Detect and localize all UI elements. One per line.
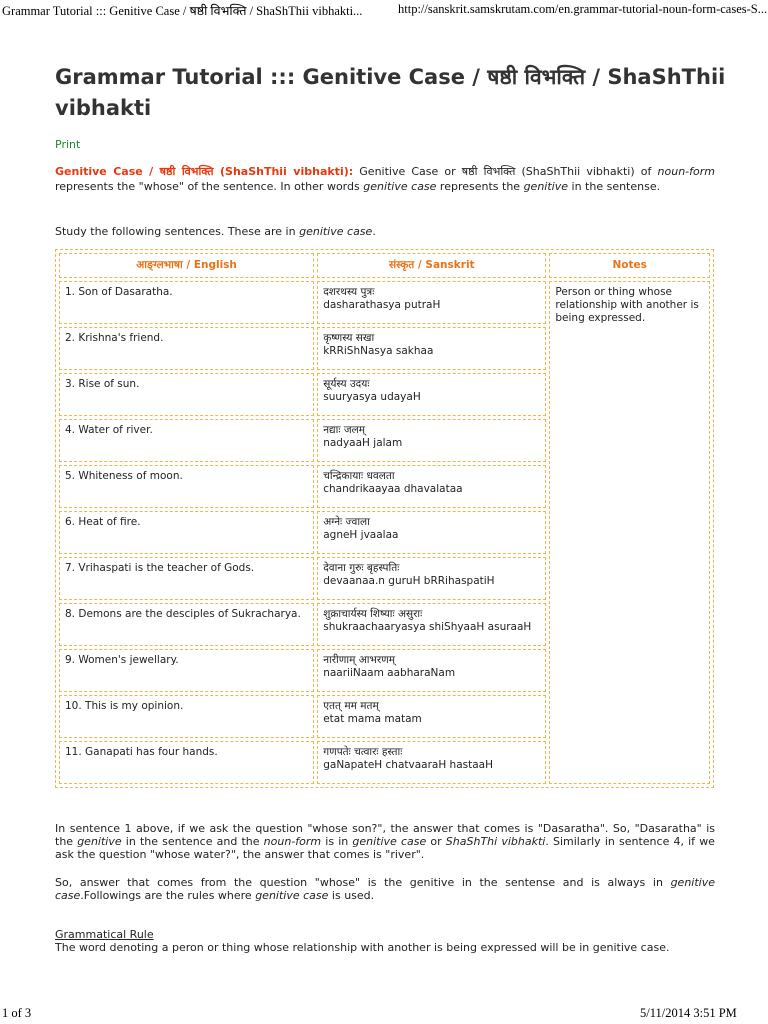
page-title: Grammar Tutorial ::: Genitive Case / षष्ठी विभक्ति / ShaShThii vibhakti xyxy=(55,65,726,120)
sanskrit-devanagari: देवाना गुरुः बृहस्पतिः xyxy=(323,562,400,574)
sanskrit-transliteration: naariiNaam aabharaNam xyxy=(323,667,456,679)
header-english: आङ्ग्लभाषा / English xyxy=(59,253,314,278)
intro-italic-1: noun-form xyxy=(657,165,715,178)
intro-text-2: represents the "whose" of the sentence. In other words xyxy=(55,180,364,193)
cell-english: 4. Water of river. xyxy=(59,419,314,462)
para1-italic-1: genitive xyxy=(77,835,122,848)
cell-english: 3. Rise of sun. xyxy=(59,373,314,416)
sanskrit-transliteration: shukraachaaryasya shiShyaaH asuraaH xyxy=(323,621,532,633)
para1-text-4: or xyxy=(426,835,446,848)
sanskrit-transliteration: gaNapateH chatvaaraH hastaaH xyxy=(323,759,494,771)
para1-text-3: is in xyxy=(321,835,353,848)
para1-italic-4: ShaShThi vibhakti xyxy=(445,835,546,848)
print-link[interactable]: Print xyxy=(55,138,81,151)
page-number: 1 of 3 xyxy=(2,1006,32,1020)
sanskrit-transliteration: kRRiShNasya sakhaa xyxy=(323,345,434,357)
cell-sanskrit xyxy=(317,557,546,600)
study-italic: genitive case xyxy=(299,225,373,238)
intro-italic-2: genitive case xyxy=(363,180,437,193)
cell-english: 7. Vrihaspati is the teacher of Gods. xyxy=(59,557,314,600)
sanskrit-devanagari: नद्याः जलम् xyxy=(323,424,366,436)
cell-sanskrit xyxy=(317,511,546,554)
sanskrit-transliteration: chandrikaayaa dhavalataa xyxy=(323,483,463,495)
print-header xyxy=(0,0,768,22)
para1-italic-2: noun-form xyxy=(263,835,322,848)
cell-sanskrit xyxy=(317,695,546,738)
cell-sanskrit xyxy=(317,281,546,324)
sanskrit-transliteration: agneH jvaalaa xyxy=(323,529,399,541)
cell-sanskrit xyxy=(317,741,546,784)
explanation-paragraph-1 xyxy=(55,822,715,861)
print-header-url: http://sanskrit.samskrutam.com/en.grammar-tutorial-noun-form-cases-S... xyxy=(398,2,768,16)
cell-english: 1. Son of Dasaratha. xyxy=(59,281,314,324)
intro-text-3: represents the xyxy=(436,180,524,193)
intro-paragraph xyxy=(55,164,715,194)
study-text-2: . xyxy=(372,225,376,238)
sanskrit-devanagari: सूर्यस्य उदयः xyxy=(323,378,370,390)
para1-text-5: . Similarly in sentence 4, if we ask the question "whose water?", the answer that comes is "river". xyxy=(55,835,715,861)
para2-text-2: .Followings are the rules where xyxy=(80,889,256,902)
sanskrit-transliteration: nadyaaH jalam xyxy=(323,437,403,449)
table-body xyxy=(59,281,710,784)
para2-italic-2: genitive case xyxy=(255,889,329,902)
sanskrit-devanagari: गणपतेः चत्वारः हस्ताः xyxy=(323,746,403,758)
cell-english: 6. Heat of fire. xyxy=(59,511,314,554)
cell-sanskrit xyxy=(317,419,546,462)
sanskrit-devanagari: एतत् मम मतम् xyxy=(323,700,379,712)
grammatical-rule-text: The word denoting a peron or thing whose relationship with another is being expressed will be in genitive case. xyxy=(55,941,670,954)
explanation-paragraph-2 xyxy=(55,876,715,902)
cell-english: 10. This is my opinion. xyxy=(59,695,314,738)
intro-highlight: Genitive Case / षष्ठी विभक्ति (ShaShThii vibhakti): xyxy=(55,165,354,178)
sanskrit-transliteration: dasharathasya putraH xyxy=(323,299,441,311)
header-sanskrit: संस्कृत / Sanskrit xyxy=(317,253,546,278)
para1-italic-3: genitive case xyxy=(352,835,427,848)
cell-notes: Person or thing whose relationship with another is being expressed. xyxy=(549,281,710,784)
para2-italic-1: genitive case xyxy=(55,876,715,902)
study-text-1: Study the following sentences. These are in xyxy=(55,225,300,238)
print-timestamp: 5/11/2014 3:51 PM xyxy=(640,1006,737,1020)
para2-text-3: is used. xyxy=(328,889,375,902)
cell-sanskrit xyxy=(317,327,546,370)
header-notes: Notes xyxy=(549,253,710,278)
cell-english: 9. Women's jewellary. xyxy=(59,649,314,692)
sanskrit-transliteration: etat mama matam xyxy=(323,713,422,725)
sanskrit-transliteration: devaanaa.n guruH bRRihaspatiH xyxy=(323,575,495,587)
para1-text-1: In sentence 1 above, if we ask the question "whose son?", the answer that comes is "Dasaratha". So, "Dasaratha" is the xyxy=(55,822,715,848)
intro-text-1: Genitive Case or षष्ठी विभक्ति (ShaShThii vibhakti) of xyxy=(353,165,658,178)
table-row xyxy=(59,281,710,324)
sanskrit-devanagari: चन्द्रिकायाः धवलता xyxy=(323,470,395,482)
cell-sanskrit xyxy=(317,603,546,646)
cell-english: 2. Krishna's friend. xyxy=(59,327,314,370)
sanskrit-devanagari: अग्नेः ज्वाला xyxy=(323,516,370,528)
sanskrit-devanagari: शुक्राचार्यस्य शिष्याः असुराः xyxy=(323,608,423,620)
intro-text-4: in the sentense. xyxy=(568,180,661,193)
cell-english: 8. Demons are the desciples of Sukracharya. xyxy=(59,603,314,646)
cell-sanskrit xyxy=(317,373,546,416)
cell-sanskrit xyxy=(317,649,546,692)
grammatical-rule-heading: Grammatical Rule xyxy=(55,928,154,941)
cell-english: 11. Ganapati has four hands. xyxy=(59,741,314,784)
para1-text-2: in the sentence and the xyxy=(121,835,264,848)
sanskrit-devanagari: दशरथस्य पुत्रः xyxy=(323,286,375,298)
para2-text-1: So, answer that comes from the question "whose" is the genitive in the sentense and is always in xyxy=(55,876,671,889)
intro-italic-3: genitive xyxy=(523,180,569,193)
sanskrit-devanagari: कृष्णस्य सखा xyxy=(323,332,375,344)
cell-sanskrit xyxy=(317,465,546,508)
sanskrit-devanagari: नारीणाम् आभरणम् xyxy=(323,654,395,666)
print-header-title: Grammar Tutorial ::: Genitive Case / षष्ठी विभक्ति / ShaShThii vibhakti... xyxy=(2,4,363,18)
genitive-examples-table xyxy=(55,249,714,788)
table-header-row xyxy=(59,253,710,278)
study-paragraph xyxy=(55,224,715,239)
cell-english: 5. Whiteness of moon. xyxy=(59,465,314,508)
sanskrit-transliteration: suuryasya udayaH xyxy=(323,391,421,403)
